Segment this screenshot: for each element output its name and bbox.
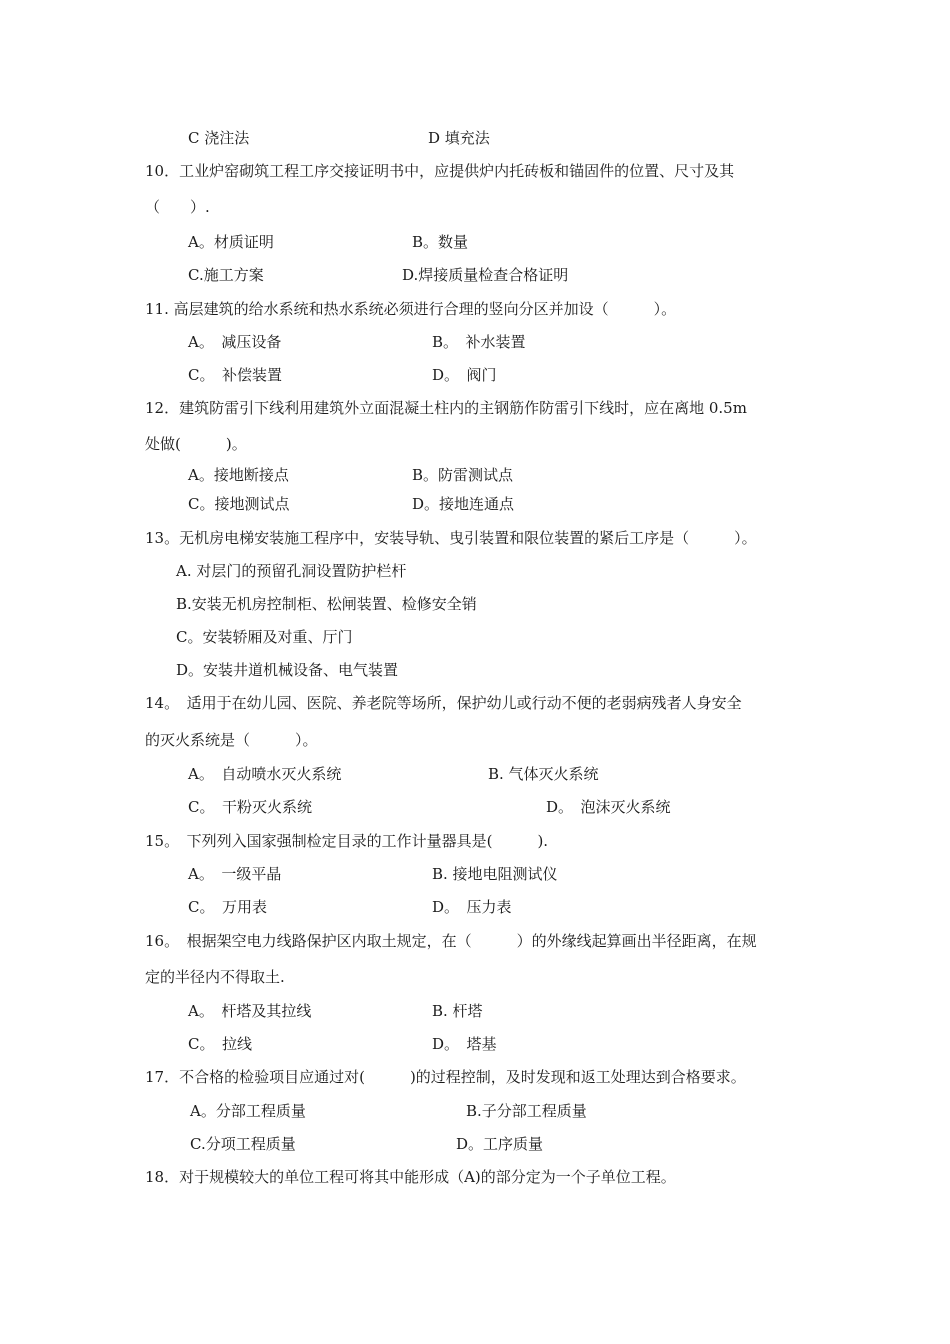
option-b: B.子分部工程质量 — [466, 1102, 587, 1120]
option-a: A。 自动喷水灭火系统 — [188, 765, 342, 783]
option-c: C。 干粉灭火系统 — [188, 798, 312, 816]
option-c: C.施工方案 — [188, 266, 264, 284]
option-b: B。数量 — [412, 233, 469, 251]
option-a: A。分部工程质量 — [190, 1102, 306, 1120]
option-b: B. 气体灭火系统 — [488, 765, 599, 783]
question-10-continued: （ ）. — [145, 198, 210, 216]
option-d: D。 泡沫灭火系统 — [546, 798, 671, 816]
option-a: A. 对层门的预留孔洞设置防护栏杆 — [176, 562, 407, 580]
option-a: A。接地断接点 — [188, 466, 289, 484]
option-b: B。防雷测试点 — [412, 466, 514, 484]
option-c: C.分项工程质量 — [190, 1135, 296, 1153]
question-16-continued: 定的半径内不得取土. — [145, 968, 285, 986]
question-16: 16。 根据架空电力线路保护区内取土规定，在（ ）的外缘线起算画出半径距离，在规 — [145, 932, 757, 950]
option-d: D。工序质量 — [456, 1135, 544, 1153]
option-c: C。 万用表 — [188, 898, 267, 916]
question-12: 12．建筑防雷引下线利用建筑外立面混凝土柱内的主钢筋作防雷引下线时，应在离地 0.5m — [145, 399, 747, 417]
option-b: B.安装无机房控制柜、松闸装置、检修安全销 — [176, 595, 477, 613]
option-d: D。 阀门 — [432, 366, 497, 384]
option-b: B。 补水装置 — [432, 333, 526, 351]
option-d: D。 塔基 — [432, 1035, 497, 1053]
question-13: 13。无机房电梯安装施工程序中，安装导轨、曳引装置和限位装置的紧后工序是（ ）。 — [145, 529, 757, 547]
option-a: A。 杆塔及其拉线 — [188, 1002, 312, 1020]
option-a: A。 减压设备 — [188, 333, 282, 351]
question-11: 11. 高层建筑的给水系统和热水系统必须进行合理的竖向分区并加设（ ）。 — [145, 300, 677, 318]
option-d: D 填充法 — [428, 129, 490, 147]
question-12-continued: 处做( )。 — [145, 435, 247, 453]
option-c: C 浇注法 — [188, 129, 250, 147]
question-18: 18．对于规模较大的单位工程可将其中能形成（A)的部分定为一个子单位工程。 — [145, 1168, 676, 1186]
option-d: D。安装井道机械设备、电气装置 — [176, 661, 399, 679]
question-10: 10．工业炉窑砌筑工程工序交接证明书中，应提供炉内托砖板和锚固件的位置、尺寸及其 — [145, 162, 735, 180]
option-b: B. 接地电阻测试仪 — [432, 865, 558, 883]
option-d: D。接地连通点 — [412, 495, 515, 513]
option-b: B. 杆塔 — [432, 1002, 483, 1020]
question-14: 14。 适用于在幼儿园、医院、养老院等场所，保护幼儿或行动不便的老弱病残者人身安全 — [145, 694, 742, 712]
option-c: C。 拉线 — [188, 1035, 252, 1053]
option-c: C。 补偿装置 — [188, 366, 282, 384]
question-17: 17．不合格的检验项目应通过对( )的过程控制，及时发现和返工处理达到合格要求。 — [145, 1068, 746, 1086]
option-d: D。 压力表 — [432, 898, 512, 916]
option-c: C。安装轿厢及对重、厅门 — [176, 628, 353, 646]
option-a: A。 一级平晶 — [188, 865, 282, 883]
option-a: A。材质证明 — [188, 233, 274, 251]
question-14-continued: 的灭火系统是（ ）。 — [145, 731, 318, 749]
option-c: C。接地测试点 — [188, 495, 290, 513]
option-d: D.焊接质量检查合格证明 — [402, 266, 569, 284]
question-15: 15。 下列列入国家强制检定目录的工作计量器具是( ). — [145, 832, 549, 850]
